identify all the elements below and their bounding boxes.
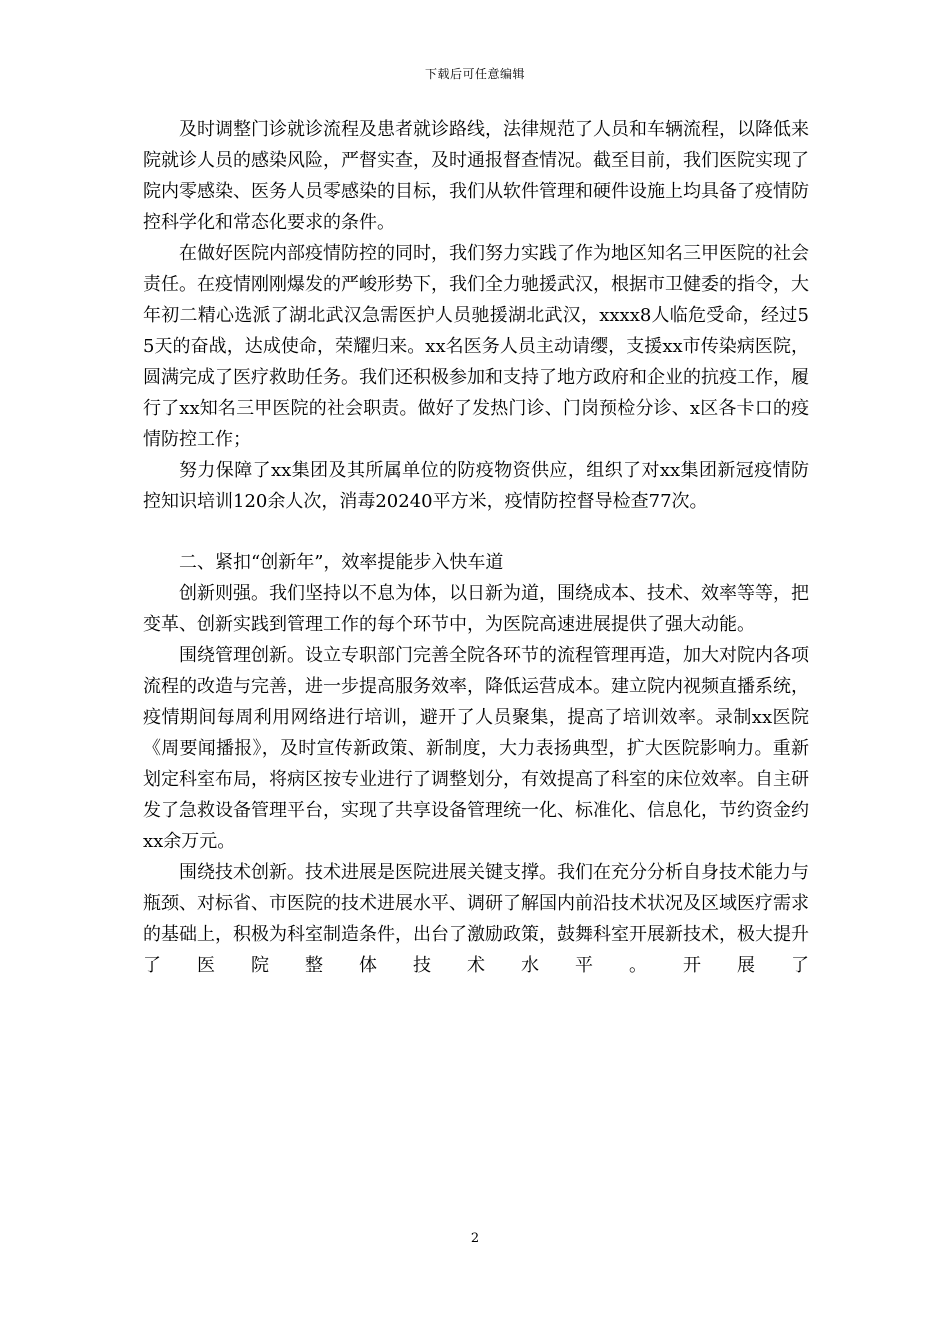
page-header: 下载后可任意编辑 bbox=[424, 67, 525, 81]
paragraph: 及时调整门诊就诊流程及患者就诊路线，法律规范了人员和车辆流程，以降低来院就诊人员的感染风险，严督实查，及时通报督查情况。截至目前，我们医院实现了院内零感染、医务人员零感染的目标，我们从软件管理和硬件设施上均具备了疫情防控科学化和常态化要求的条件。 bbox=[143, 119, 809, 233]
paragraph: 围绕管理创新。设立专职部门完善全院各环节的流程管理再造，加大对院内各项流程的改造与完善，进一步提高服务效率，降低运营成本。建立院内视频直播系统，疫情期间每周利用网络进行培训，避开了人员聚集，提高了培训效率。录制xx医院《周要闻播报》，及时宣传新政策、新制度，大力表扬典型，扩大医院影响力。重新划定科室布局，将病区按专业进行了调整划分，有效提高了科室的床位效率。自主研发了急救设备管理平台，实现了共享设备管理统一化、标准化、信息化，节约资金约xx余万元。 bbox=[143, 645, 809, 852]
page-number: 2 bbox=[470, 1231, 480, 1246]
document-body bbox=[143, 114, 809, 981]
paragraph: 在做好医院内部疫情防控的同时，我们努力实践了作为地区知名三甲医院的社会责任。在疫情刚刚爆发的严峻形势下，我们全力驰援武汉，根据市卫健委的指令，大年初二精心选派了湖北武汉急需医护人员驰援湖北武汉，xxxx8人临危受命，经过55天的奋战，达成使命，荣耀归来。xx名医务人员主动请缨，支援xx市传染病医院，圆满完成了医疗救助任务。我们还积极参加和支持了地方政府和企业的抗疫工作，履行了xx知名三甲医院的社会职责。做好了发热门诊、门岗预检分诊、x区各卡口的疫情防控工作； bbox=[143, 243, 809, 450]
paragraph: 努力保障了xx集团及其所属单位的防疫物资供应，组织了对xx集团新冠疫情防控知识培训120余人次，消毒20240平方米，疫情防控督导检查77次。 bbox=[143, 460, 809, 512]
paragraph: 围绕技术创新。技术进展是医院进展关键支撑。我们在充分分析自身技术能力与瓶颈、对标省、市医院的技术进展水平、调研了解国内前沿技术状况及区域医疗需求的基础上，积极为科室制造条件，出台了激励政策，鼓舞科室开展新技术，极大提升了医院整体技术水平。开展了 bbox=[143, 862, 809, 976]
section-heading: 二、紧扣“创新年”，效率提能步入快车道 bbox=[179, 552, 504, 573]
paragraph: 创新则强。我们坚持以不息为体，以日新为道，围绕成本、技术、效率等等，把变革、创新实践到管理工作的每个环节中，为医院高速进展提供了强大动能。 bbox=[143, 583, 809, 635]
section-spacer bbox=[143, 517, 809, 547]
